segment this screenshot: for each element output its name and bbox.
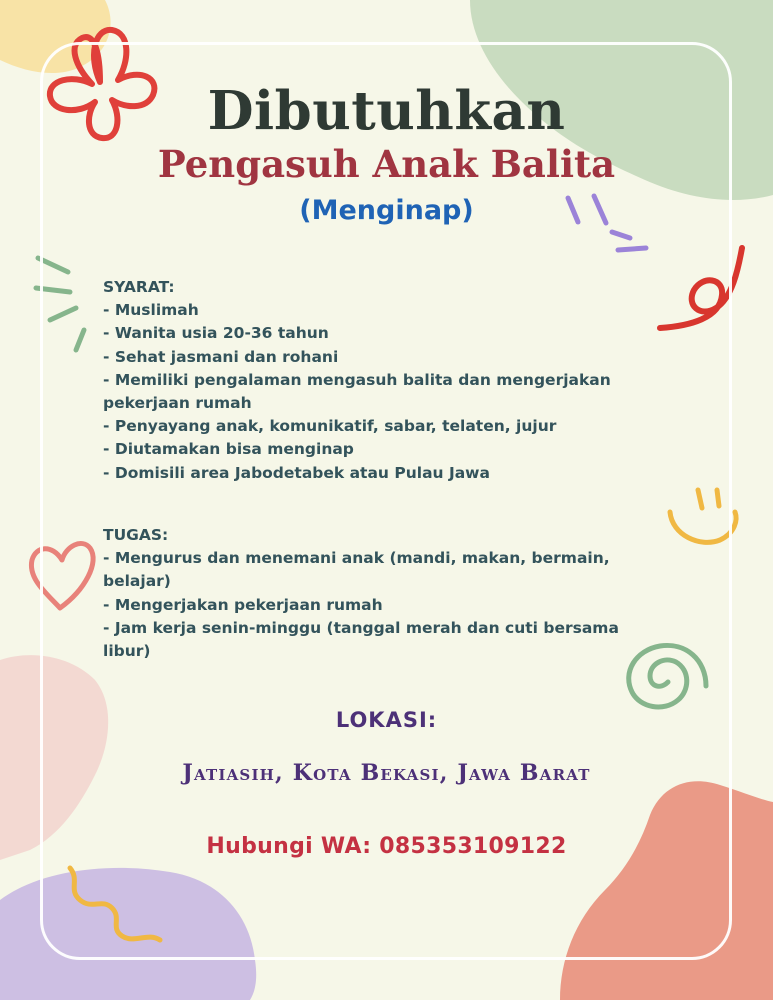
list-item: - Wanita usia 20-36 tahun <box>103 324 329 343</box>
list-item: - Diutamakan bisa menginap <box>103 440 354 459</box>
syarat-list <box>103 299 663 485</box>
poster-title: Dibutuhkan <box>207 80 566 142</box>
syarat-section <box>103 276 663 485</box>
list-item: - Mengerjakan pekerjaan rumah <box>103 595 383 614</box>
list-item: - Mengurus dan menemani anak (mandi, makan, bermain, belajar) <box>103 549 610 591</box>
list-item: - Memiliki pengalaman mengasuh balita dan mengerjakan pekerjaan rumah <box>103 370 611 413</box>
list-item: - Jam kerja senin-minggu (tanggal merah dan cuti bersama libur) <box>103 618 619 661</box>
list-item: - Domisili area Jabodetabek atau Pulau Jawa <box>103 463 490 482</box>
syarat-heading: SYARAT: <box>103 278 175 296</box>
lokasi-value: Jatiasih, Kota Bekasi, Jawa Barat <box>182 760 591 786</box>
list-item: - Sehat jasmani dan rohani <box>103 347 339 366</box>
tugas-list <box>103 547 663 663</box>
tugas-section <box>103 524 663 663</box>
tugas-heading: TUGAS: <box>103 526 169 544</box>
list-item: - Muslimah <box>103 301 199 320</box>
list-item: - Penyayang anak, komunikatif, sabar, telaten, jujur <box>103 417 557 436</box>
poster-subtitle: Pengasuh Anak Balita <box>157 142 616 186</box>
lokasi-heading: LOKASI: <box>335 708 438 732</box>
poster-note: (Menginap) <box>299 195 474 226</box>
contact-text: Hubungi WA: 085353109122 <box>206 834 567 859</box>
